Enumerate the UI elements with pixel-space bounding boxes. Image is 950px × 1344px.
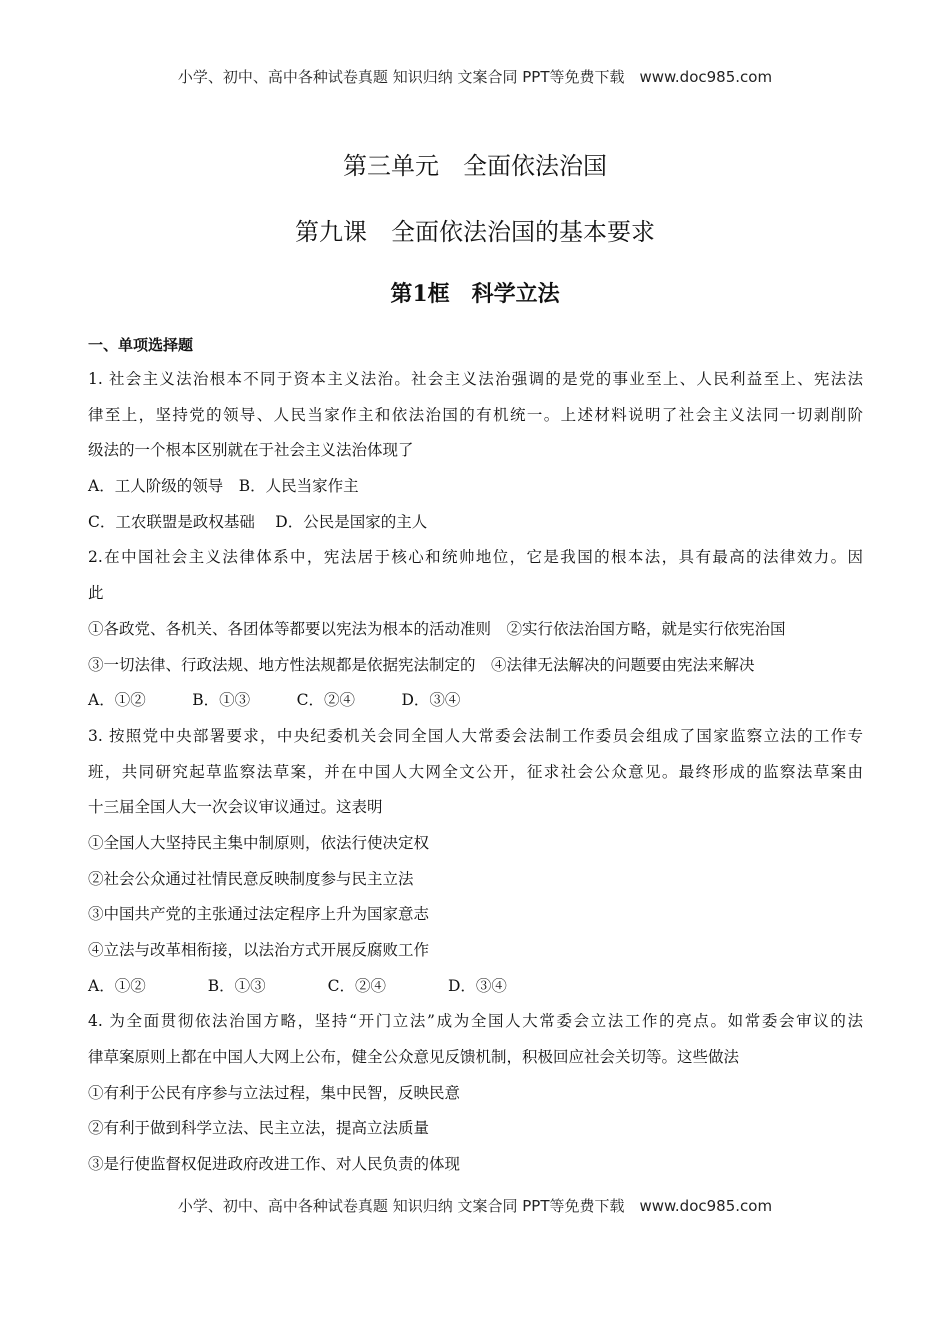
lesson-title: 第九课 全面依法治国的基本要求 [295,218,655,246]
text-line: ③是行使监督权促进政府改进工作、对人民负责的体现 [88,1155,461,1174]
text-line: 4. 为全面贯彻依法治国方略，坚持“开门立法”成为全国人大常委会立法工作的亮点。如常委会审议的法 [88,1012,863,1031]
text-line: 班，共同研究起草监察法草案，并在中国人大网全文公开，征求社会公众意见。最终形成的监察法草案由 [88,762,863,781]
text-line: 律至上，坚持党的领导、人民当家作主和依法治国的有机统一。上述材料说明了社会主义法同一切剥削阶 [88,405,863,424]
text-line: ①全国人大坚持民主集中制原则，依法行使决定权 [88,833,430,852]
frame-title: 第1框 科学立法 [390,281,560,307]
text-line: A．①② B．①③ C．②④ D．③④ [88,691,461,710]
text-line: 2.在中国社会主义法律体系中，宪法居于核心和统帅地位，它是我国的根本法，具有最高的法律效力。因 [88,548,863,567]
text-line: 1. 社会主义法治根本不同于资本主义法治。社会主义法治强调的是党的事业至上、人民利益至上、宪法法 [88,370,863,388]
text-line: 律草案原则上都在中国人大网上公布，健全公众意见反馈机制，积极回应社会关切等。这些做法 [88,1048,740,1067]
unit-title: 第三单元 全面依法治国 [343,152,607,180]
footer-banner: 小学、初中、高中各种试卷真题 知识归纳 文案合同 PPT等免费下载 www.doc985.com [177,1197,773,1215]
text-line: C．工农联盟是政权基础 D．公民是国家的主人 [88,512,428,531]
text-line: ①有利于公民有序参与立法过程，集中民智，反映民意 [88,1083,461,1102]
text-line: ②社会公众通过社情民意反映制度参与民主立法 [88,869,414,888]
text-line: 级法的一个根本区别就在于社会主义法治体现了 [88,441,414,460]
text-line: ③一切法律、行政法规、地方性法规都是依据宪法制定的 ④法律无法解决的问题要由宪法来解决 [88,655,755,674]
text-line: ①各政党、各机关、各团体等都要以宪法为根本的活动准则 ②实行依法治国方略，就是实行依宪治国 [88,619,786,638]
section-heading: 一、单项选择题 [88,336,194,354]
question-body [88,362,863,1183]
text-line: ④立法与改革相衔接，以法治方式开展反腐败工作 [88,941,430,959]
text-line: 此 [88,584,104,603]
text-line: ②有利于做到科学立法、民主立法，提高立法质量 [88,1119,430,1138]
header-banner: 小学、初中、高中各种试卷真题 知识归纳 文案合同 PPT等免费下载 www.doc985.com [177,68,773,86]
text-line: A．①② B．①③ C．②④ D．③④ [88,976,507,995]
text-line: A．工人阶级的领导 B．人民当家作主 [88,477,359,496]
text-line: ③中国共产党的主张通过法定程序上升为国家意志 [88,905,430,924]
text-line: 3. 按照党中央部署要求，中央纪委机关会同全国人大常委会法制工作委员会组成了国家监察立法的工作专 [88,726,863,745]
text-line: 十三届全国人大一次会议审议通过。这表明 [88,798,383,817]
